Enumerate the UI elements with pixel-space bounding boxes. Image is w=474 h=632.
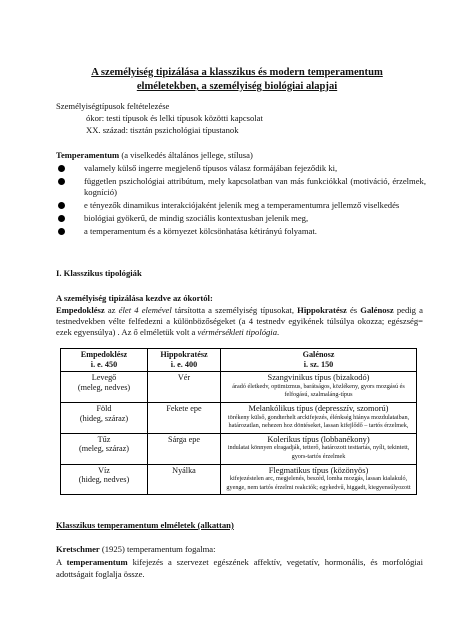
list-item: független pszichológiai attribútum, mely kapcsolatban van más funkciókkal (motiváció, érzelmek, kogníció) <box>56 176 426 198</box>
bullet-dot-icon <box>58 215 65 222</box>
kretschmer-line: Kretschmer (1925) temperamentum fogalma: <box>56 544 216 554</box>
column-header: Hippokratész i. e. 400 <box>148 349 221 372</box>
list-item: biológiai gyökerű, de mindig szociális kontextusban jelenik meg, <box>56 213 426 224</box>
temperament-definition-rest: (a viselkedés általános jellege, stílusa) <box>119 150 253 160</box>
bullet-dot-icon <box>58 165 65 172</box>
temperament-bullet-list <box>56 163 426 239</box>
intro-heading: Személyiségtípusok feltételezése <box>56 101 170 111</box>
bullet-dot-icon <box>58 178 65 185</box>
bullet-dot-icon <box>58 202 65 209</box>
document-title: A személyiség tipizálása a klasszikus és modern temperamentum elméletekben, a személyiség biológiai alapjai <box>91 67 383 92</box>
fluid-cell: Vér <box>148 372 221 403</box>
table-row <box>61 402 417 433</box>
intro-line-20th-century: XX. század: tisztán pszichológiai típustanok <box>86 125 239 135</box>
fluid-cell: Fekete epe <box>148 402 221 433</box>
type-cell: Kolerikus típus (lobbanékony) indulatai könnyen elragadják, tetterő, határozott testtartás, nyílt, tekintett, gyors-tartós érzelmek <box>221 433 417 464</box>
table-row <box>61 433 417 464</box>
element-cell: Levegő (meleg, nedves) <box>61 372 148 403</box>
column-header: Empedoklész i. e. 450 <box>61 349 148 372</box>
section-heading-constitution: Klasszikus temperamentum elméletek (alkattan) <box>56 520 234 530</box>
intro-paragraph: Empedoklész az élet 4 elemével társította a személyiség típusokat, Hippokratész és Galénosz pedig a testnedvekben vélte felfedezni a különbözőségeket (a 4 testnedv egyikének túlsúlya okozza; egészség= ezek egyensúlya) . Az ő elméletük volt a vérmérsékleti tipológia. <box>56 305 423 337</box>
list-item: e tényezők dinamikus interakciójaként jelenik meg a temperamentumra jellemző viselkedés <box>56 200 426 211</box>
fluid-cell: Sárga epe <box>148 433 221 464</box>
element-cell: Víz (hideg, nedves) <box>61 464 148 495</box>
table-row <box>61 372 417 403</box>
type-cell: Szangvinikus típus (bizakodó) áradó életkedv, optimizmus, barátságos, közlékeny, gyors mozgású és felfogású, szalmaláng-típus <box>221 372 417 403</box>
element-cell: Föld (hideg, száraz) <box>61 402 148 433</box>
table-header-row <box>61 349 417 372</box>
bullet-dot-icon <box>58 228 65 235</box>
temperament-final-paragraph: A temperamentum kifejezés a szervezet egészének affektív, vegetatív, hormonális, és morfológiai adottságait foglalja össze. <box>56 557 423 579</box>
sub-heading-antiquity: A személyiség tipizálása kezdve az ókortól: <box>56 293 213 303</box>
type-cell: Flegmatikus típus (közönyös) kifejezéstelen arc, megjelenés, beszéd, lomha mozgás, lassan kialakuló, gyenge, nem tartós érzelmi reakciók; egykedvű, higgadt, kiegyensúlyozott <box>221 464 417 495</box>
section-heading-classical: I. Klasszikus tipológiák <box>56 268 142 278</box>
fluid-cell: Nyálka <box>148 464 221 495</box>
element-cell: Tűz (meleg, száraz) <box>61 433 148 464</box>
table-row <box>61 464 417 495</box>
temperament-definition <box>56 150 253 161</box>
list-item: valamely külső ingerre megjelenő típusos válasz formájában fejeződik ki, <box>56 163 426 174</box>
column-header: Galénosz i. sz. 150 <box>221 349 417 372</box>
list-item: a temperamentum és a környezet kölcsönhatása kétirányú folyamat. <box>56 226 426 237</box>
temperament-term: Temperamentum <box>56 150 120 160</box>
temperament-table <box>60 348 417 495</box>
type-cell: Melankólikus típus (depresszív, szomorú) törékeny külső, gondterhelt arckifejezés, élénkség hiánya mozdulataiban, határozatlan, nehezen hoz döntéseket, lassan kifejlődő – tartós érzelmek, <box>221 402 417 433</box>
intro-line-antiquity: ókor: testi típusok és lelki típusok közötti kapcsolat <box>86 113 263 123</box>
